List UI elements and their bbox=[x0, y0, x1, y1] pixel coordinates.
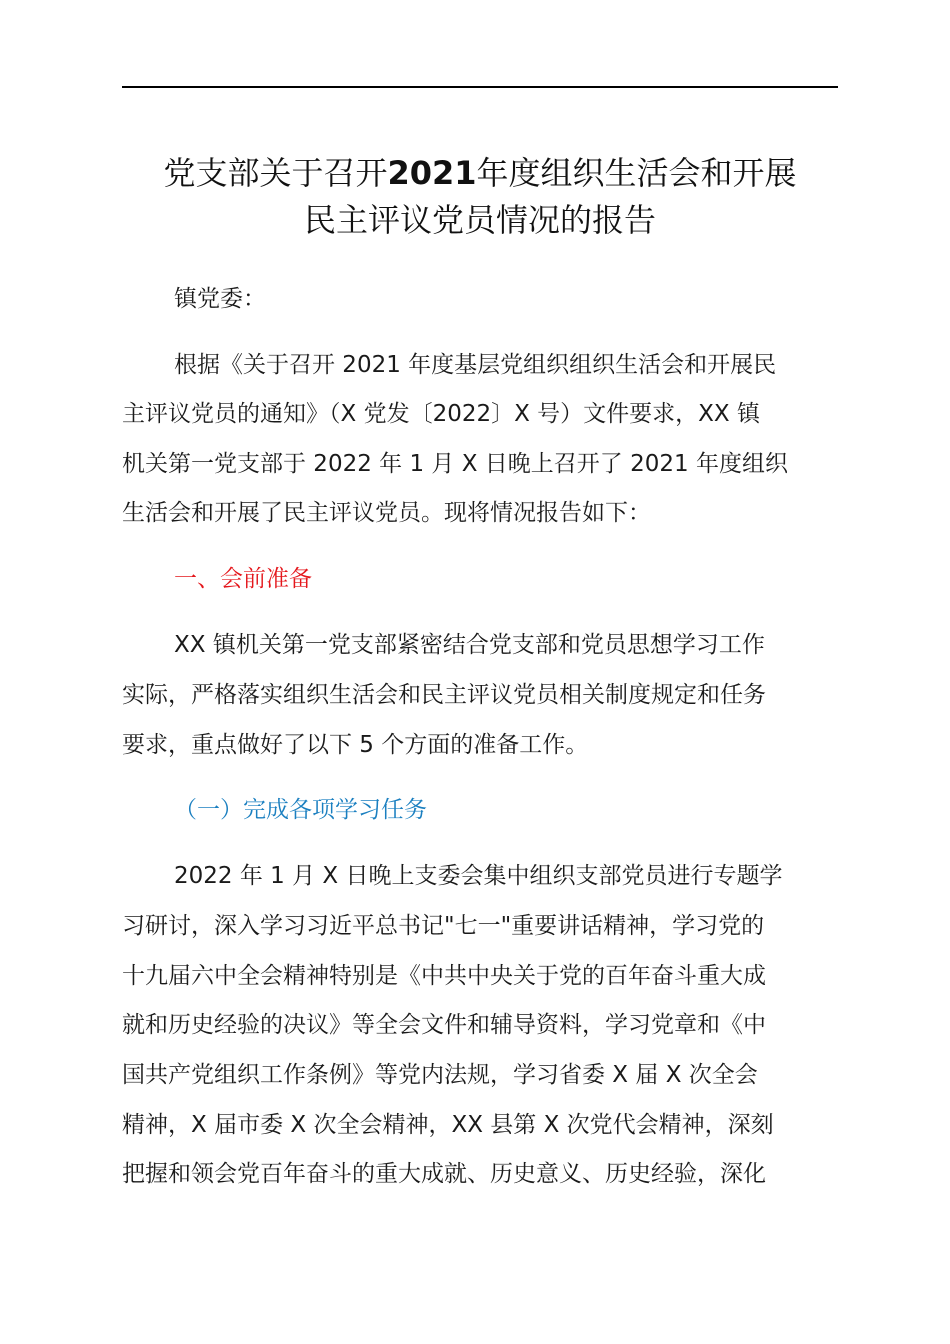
title-line-1 bbox=[112, 150, 848, 197]
title-line-1-prefix: 党支部关于召开 bbox=[163, 154, 388, 192]
salutation: 镇党委： bbox=[174, 286, 266, 312]
section1-line-3: 要求，重点做好了以下 5 个方面的准备工作。 bbox=[122, 732, 589, 758]
intro-line-2: 主评议党员的通知》（X 党发〔2022〕X 号）文件要求，XX 镇 bbox=[122, 401, 760, 427]
sub1-line-5: 国共产党组织工作条例》等党内法规，学习省委 X 届 X 次全会 bbox=[122, 1062, 758, 1088]
sub1-line-4: 就和历史经验的决议》等全会文件和辅导资料，学习党章和《中 bbox=[122, 1012, 766, 1038]
document-title bbox=[112, 150, 848, 244]
sub1-line-2: 习研讨，深入学习习近平总书记"七一"重要讲话精神，学习党的 bbox=[122, 913, 765, 939]
section1-line-2: 实际，严格落实组织生活会和民主评议党员相关制度规定和任务 bbox=[122, 682, 766, 708]
sub-heading-1: （一）完成各项学习任务 bbox=[174, 797, 427, 823]
sub1-line-7: 把握和领会党百年奋斗的重大成就、历史意义、历史经验，深化 bbox=[122, 1161, 766, 1187]
title-line-1-suffix: 年度组织生活会和开展 bbox=[476, 154, 797, 192]
sub1-line-1: 2022 年 1 月 X 日晚上支委会集中组织支部党员进行专题学 bbox=[174, 863, 783, 889]
intro-line-1: 根据《关于召开 2021 年度基层党组织组织生活会和开展民 bbox=[174, 352, 777, 378]
intro-line-3: 机关第一党支部于 2022 年 1 月 X 日晚上召开了 2021 年度组织 bbox=[122, 451, 788, 477]
header-rule bbox=[122, 86, 838, 88]
intro-line-4: 生活会和开展了民主评议党员。现将情况报告如下： bbox=[122, 500, 651, 526]
section1-line-1: XX 镇机关第一党支部紧密结合党支部和党员思想学习工作 bbox=[174, 632, 765, 658]
section-heading-1: 一、会前准备 bbox=[174, 566, 312, 592]
title-year: 2021 bbox=[387, 154, 477, 192]
sub1-line-3: 十九届六中全会精神特别是《中共中央关于党的百年奋斗重大成 bbox=[122, 963, 766, 989]
sub1-line-6: 精神，X 届市委 X 次全会精神，XX 县第 X 次党代会精神，深刻 bbox=[122, 1112, 774, 1138]
title-line-2: 民主评议党员情况的报告 bbox=[303, 201, 656, 239]
